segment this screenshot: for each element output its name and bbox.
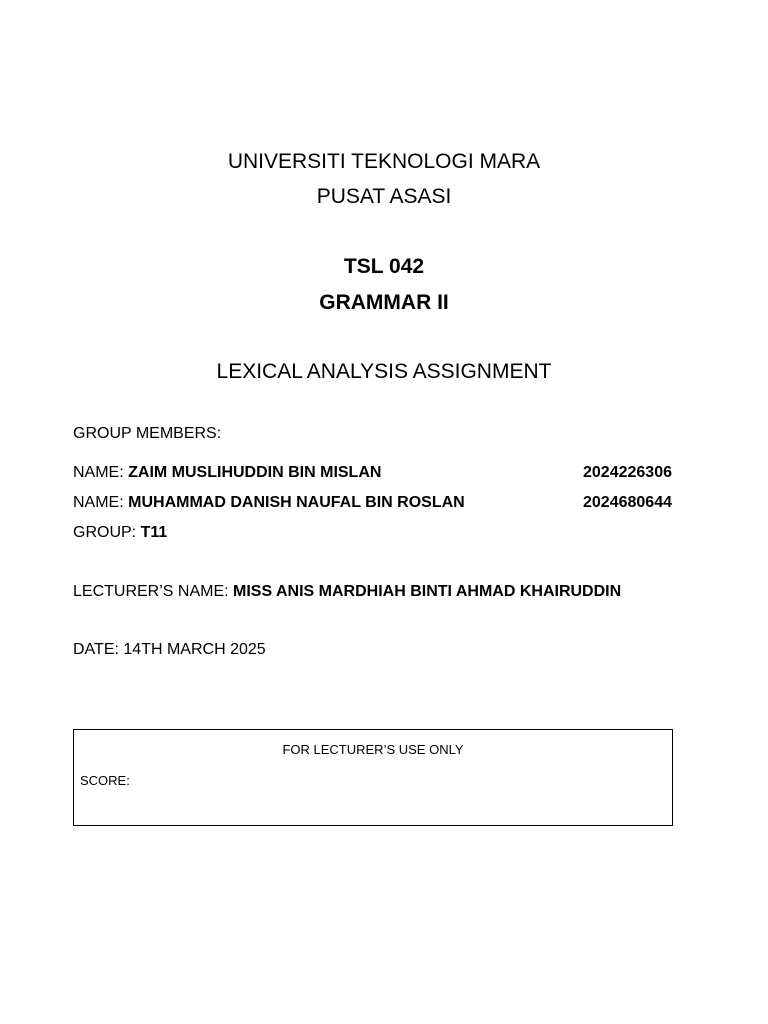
score-label: SCORE:: [80, 773, 130, 788]
member-1-id: 2024226306: [583, 464, 672, 481]
member-2-id: 2024680644: [583, 494, 672, 511]
member-2-label: NAME:: [73, 494, 124, 511]
group-row: [73, 524, 167, 542]
date-value: 14TH MARCH 2025: [123, 641, 266, 658]
member-1-name: ZAIM MUSLIHUDDIN BIN MISLAN: [128, 464, 382, 481]
assignment-title: LEXICAL ANALYSIS ASSIGNMENT: [216, 360, 552, 383]
member-row-2: [73, 494, 465, 512]
campus-name: PUSAT ASASI: [316, 185, 452, 208]
group-label: GROUP:: [73, 524, 137, 541]
date-row: [73, 641, 266, 659]
lecturer-score-box: [73, 729, 673, 826]
group-value: T11: [140, 524, 168, 541]
member-2-name: MUHAMMAD DANISH NAUFAL BIN ROSLAN: [128, 494, 465, 511]
course-name: GRAMMAR II: [319, 291, 449, 314]
group-members-label: GROUP MEMBERS:: [73, 425, 222, 442]
lecturer-label: LECTURER’S NAME:: [73, 583, 229, 600]
lecturer-name: MISS ANIS MARDHIAH BINTI AHMAD KHAIRUDDIN: [233, 583, 622, 600]
member-1-label: NAME:: [73, 464, 124, 481]
university-name: UNIVERSITI TEKNOLOGI MARA: [227, 150, 541, 173]
member-row-1: [73, 464, 381, 482]
score-box-title: FOR LECTURER’S USE ONLY: [282, 742, 464, 757]
date-label: DATE:: [73, 641, 119, 658]
course-code: TSL 042: [343, 255, 425, 278]
lecturer-row: [73, 583, 621, 601]
